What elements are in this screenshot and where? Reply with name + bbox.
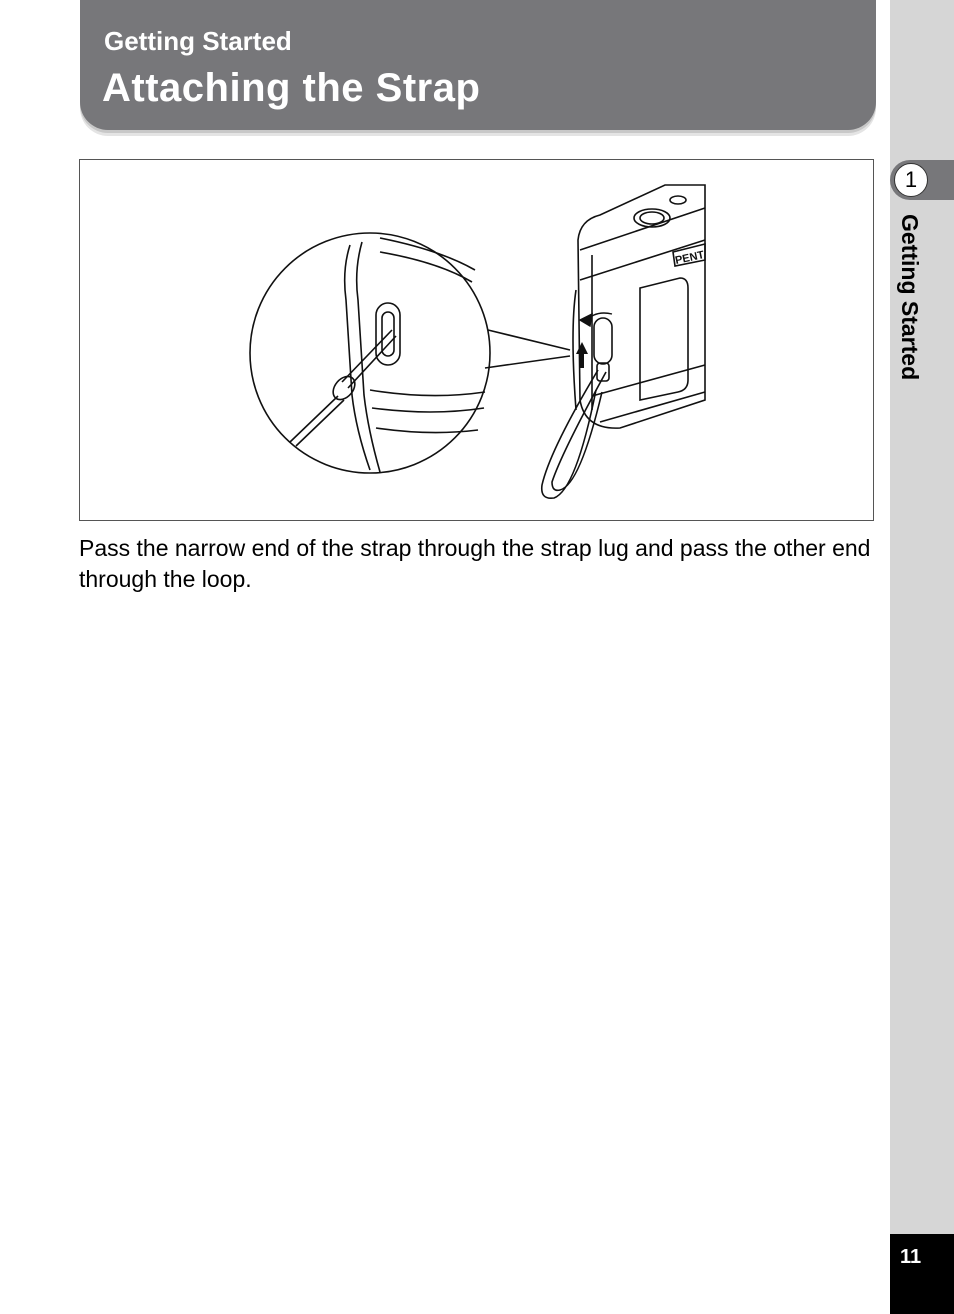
page-number: 11: [900, 1246, 922, 1268]
page-number-box: [890, 1234, 954, 1314]
chapter-marker: [890, 160, 954, 200]
camera-body: [542, 185, 706, 498]
detail-magnifier: [250, 233, 570, 473]
instruction-paragraph: Pass the narrow end of the strap through the strap lug and pass the other end through the loop.: [79, 535, 871, 592]
chapter-label: Getting Started: [897, 214, 923, 381]
section-heading: Getting Started: [104, 26, 292, 56]
page-title: Attaching the Strap: [102, 66, 481, 110]
strap-attachment-diagram: [80, 160, 873, 520]
chapter-side-tab: [890, 0, 954, 1314]
brand-label: PENT: [674, 249, 706, 267]
strap-illustration: [79, 159, 874, 521]
header-banner: [80, 0, 876, 130]
chapter-number: 1: [894, 163, 928, 197]
